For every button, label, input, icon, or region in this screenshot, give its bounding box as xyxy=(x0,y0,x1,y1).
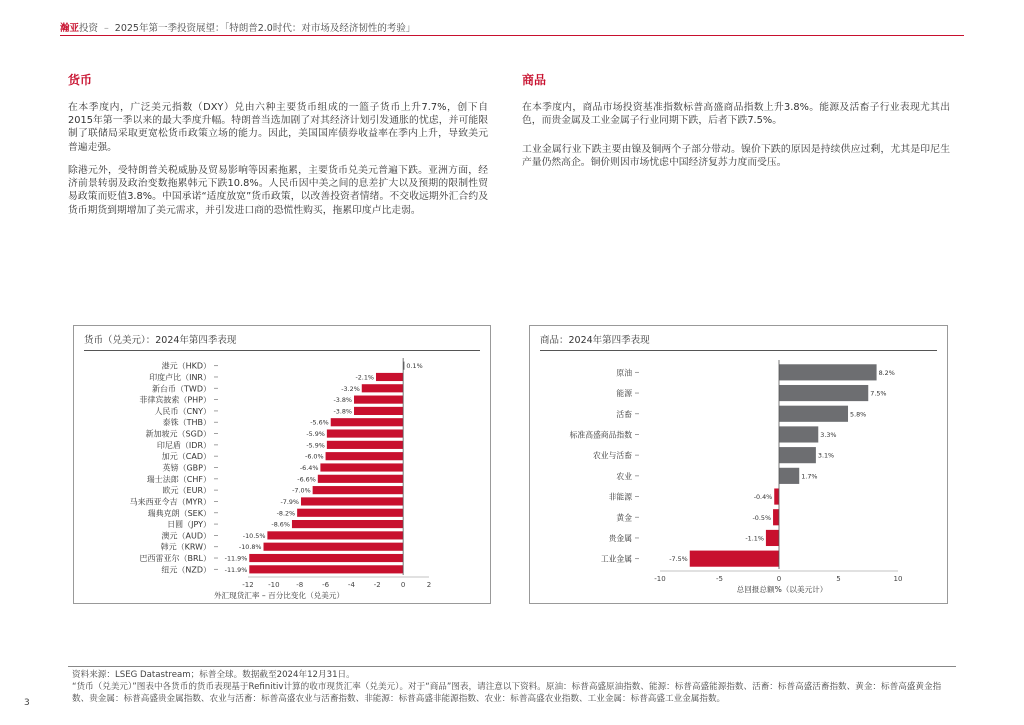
category-label: 贵金属 xyxy=(608,533,632,543)
category-label: 巴西雷亚尔（BRL） xyxy=(139,554,211,564)
data-label: -5.9% xyxy=(306,430,325,439)
category-label: 活畜 xyxy=(616,409,632,419)
bar-1-2 xyxy=(779,406,848,422)
header-title: 2025年第一季投资展望：「特朗普2.0时代：对市场及经济韧性的考验」 xyxy=(114,23,416,34)
footer-divider xyxy=(68,666,956,667)
x-tick-label: -6 xyxy=(322,581,330,589)
category-label: 英镑（GBP） xyxy=(162,463,211,473)
bar-0-15 xyxy=(267,531,403,539)
x-tick-label: -5 xyxy=(716,575,723,583)
commodities-paragraph-2: 工业金属行业下跌主要由镍及铜两个子部分带动。镍价下跌的原因是持续供应过剩，尤其是印尼生产量仍然高企。铜价则因市场忧虑中国经济复苏力度而受压。 xyxy=(522,144,950,169)
data-label: -0.4% xyxy=(753,493,773,502)
data-label: 0.1% xyxy=(406,362,423,371)
data-label: -11.9% xyxy=(224,565,248,574)
x-tick-label: -4 xyxy=(347,581,355,589)
data-label: -7.9% xyxy=(280,497,300,506)
data-label: -6.0% xyxy=(305,452,324,461)
data-label: 3.3% xyxy=(820,430,837,439)
category-label: 瑞士法郎（CHF） xyxy=(146,474,211,484)
commodities-chart xyxy=(530,326,949,605)
bar-0-14 xyxy=(292,520,403,528)
currency-chart xyxy=(74,326,492,605)
data-label: -11.9% xyxy=(224,554,248,563)
source-line: 资料来源：LSEG Datastream；标普全球。数据截至2024年12月31日。 xyxy=(72,670,355,680)
footnote-line: “货币（兑美元）”图表中各货币的货币表现基于Refinitiv计算的收市现货汇率（兑美元）。对于“商品”图表，请注意以下资料。原油：标普高盛原油指数、能源：标普高盛能源指数、活畜：标普高盛活畜指数、黄金：标普高盛黄金指数、贵金属：标普高盛贵金属指数、农业与活畜：标普高盛农业与活畜指数、非能源：标普高盛非能源指数、农业：标普高盛农业指数、工业金属：标普高盛工业金属指数。 xyxy=(72,681,942,704)
bar-1-3 xyxy=(779,426,818,442)
data-label: -5.9% xyxy=(306,441,325,450)
page-number: 3 xyxy=(24,698,30,708)
category-label: 原油 xyxy=(616,368,632,378)
x-tick-label: 5 xyxy=(836,575,841,583)
bar-0-4 xyxy=(354,407,403,415)
category-label: 马来西亚令吉（MYR） xyxy=(129,497,211,507)
x-tick-label: -10 xyxy=(268,581,280,589)
x-tick-label: -2 xyxy=(373,581,381,589)
bar-0-17 xyxy=(249,554,403,562)
data-label: -8.2% xyxy=(276,509,296,518)
currency-paragraph-2: 除港元外，受特朗普关税威胁及贸易影响等因素拖累，主要货币兑美元普遍下跌。亚洲方面，经济前景转弱及政治变数拖累韩元下跌10.8%。人民币因中美之间的息差扩大以及预期的限制性贸易政策而贬值3.8%。中国承诺“适度放宽”货币政策，以改善投资者情绪。不交收远期外汇合约及货币期货到期增加了美元需求，并引发进口商的恐慌性购买，拖累印度卢比走弱。 xyxy=(68,165,488,216)
category-label: 工业金属 xyxy=(600,554,632,564)
bar-0-12 xyxy=(301,497,403,505)
bar-1-1 xyxy=(779,385,868,401)
x-tick-label: 10 xyxy=(893,575,903,583)
data-label: -6.4% xyxy=(299,464,319,472)
category-label: 纽元（NZD） xyxy=(161,565,211,575)
page-header xyxy=(60,20,964,40)
category-label: 印度卢比（INR） xyxy=(149,372,211,382)
category-label: 印尼盾（IDR） xyxy=(156,440,211,450)
category-label: 澳元（AUD） xyxy=(161,531,211,541)
section-title-commodities: 商品 xyxy=(522,73,547,87)
bar-0-7 xyxy=(327,441,403,449)
bar-0-1 xyxy=(376,373,403,381)
bar-0-13 xyxy=(297,509,403,517)
category-label: 人民币（CNY） xyxy=(154,406,211,416)
data-label: 7.5% xyxy=(870,389,887,398)
bar-1-6 xyxy=(774,488,779,504)
x-tick-label: 2 xyxy=(426,581,432,589)
data-label: -3.2% xyxy=(341,384,360,393)
data-label: -7.0% xyxy=(292,486,311,495)
category-label: 韩元（KRW） xyxy=(160,542,211,552)
x-axis-label: 外汇现货汇率 – 百分比变化（兑美元） xyxy=(213,591,345,600)
commodities-paragraph-1: 在本季度内，商品市场投资基准指数标普高盛商品指数上升3.8%。能源及活畜子行业表现尤其出色，而贵金属及工业金属子行业同期下跌，后者下跌7.5%。 xyxy=(522,102,950,127)
bar-1-0 xyxy=(779,364,877,380)
data-label: -5.6% xyxy=(310,418,329,427)
data-label: -2.1% xyxy=(355,373,374,382)
category-label: 非能源 xyxy=(608,492,632,502)
source-footnote xyxy=(72,670,956,705)
data-label: 8.2% xyxy=(878,368,895,377)
x-tick-label: -12 xyxy=(242,581,254,589)
bar-0-11 xyxy=(313,486,404,494)
category-label: 农业与活畜 xyxy=(593,451,632,461)
bar-0-16 xyxy=(264,543,404,551)
bar-0-5 xyxy=(331,418,403,426)
category-label: 能源 xyxy=(616,389,632,399)
data-label: 3.1% xyxy=(817,451,835,460)
data-label: -10.8% xyxy=(238,543,262,552)
bar-0-6 xyxy=(327,429,403,437)
category-label: 欧元（EUR） xyxy=(162,486,211,496)
category-label: 黄金 xyxy=(616,513,632,523)
bar-0-8 xyxy=(326,452,404,460)
data-label: -1.1% xyxy=(745,534,764,543)
bar-0-18 xyxy=(249,565,403,573)
category-label: 新加坡元（SGD） xyxy=(145,429,211,439)
category-label: 港元（HKD） xyxy=(161,361,211,371)
bar-1-8 xyxy=(766,530,779,546)
bar-0-2 xyxy=(362,384,403,392)
bar-0-10 xyxy=(318,475,403,483)
data-label: -0.5% xyxy=(752,513,772,522)
currency-chart-title: 货币（兑美元）：2024年第四季表现 xyxy=(84,335,237,346)
category-label: 菲律宾披索（PHP） xyxy=(139,395,211,405)
category-label: 农业 xyxy=(616,471,632,481)
category-label: 加元（CAD） xyxy=(161,452,211,462)
commodities-chart-panel xyxy=(529,325,948,604)
bar-1-5 xyxy=(779,468,799,484)
currency-chart-panel xyxy=(73,325,491,604)
bar-0-3 xyxy=(354,396,403,404)
x-tick-label: 0 xyxy=(776,575,782,583)
x-axis-label: 总回报总额%（以美元计） xyxy=(736,585,828,594)
bar-1-4 xyxy=(779,447,816,463)
bar-1-9 xyxy=(690,551,779,567)
bar-1-7 xyxy=(773,509,779,525)
data-label: -10.5% xyxy=(242,531,266,540)
data-label: 5.8% xyxy=(850,410,867,419)
category-label: 泰铢（THB） xyxy=(162,418,211,428)
category-label: 瑞典克朗（SEK） xyxy=(147,508,211,518)
brand-suffix: 投资 xyxy=(79,23,99,34)
brand-logo: 瀚亚 xyxy=(60,23,80,34)
data-label: -6.6% xyxy=(297,475,316,484)
commodities-chart-title: 商品：2024年第四季表现 xyxy=(540,335,650,346)
data-label: -3.8% xyxy=(333,396,353,405)
header-divider xyxy=(60,35,964,36)
x-tick-label: 0 xyxy=(400,581,406,589)
x-tick-label: -10 xyxy=(654,575,666,583)
header-separator: – xyxy=(104,23,109,34)
data-label: -7.5% xyxy=(669,555,688,564)
x-tick-label: -8 xyxy=(296,581,304,589)
category-label: 标准高盛商品指数 xyxy=(569,430,632,440)
section-title-currency: 货币 xyxy=(68,73,93,87)
data-label: -3.8% xyxy=(333,407,353,416)
bar-0-9 xyxy=(320,463,403,471)
data-label: 1.7% xyxy=(801,472,818,481)
currency-paragraph-1: 在本季度内，广泛美元指数（DXY）兑由六种主要货币组成的一篮子货币上升7.7%，创下自 2015年第一季以来的最大季度升幅。特朗普当选加剧了对其经济计划引发通胀的忧虑，并可能限制了联储局采取更宽松货币政策立场的能力。因此，美国国库债券收益率在季内上升，导致美元普遍走强。 xyxy=(68,102,488,153)
data-label: -8.6% xyxy=(271,520,290,529)
category-label: 日圆（JPY） xyxy=(167,520,211,530)
category-label: 新台币（TWD） xyxy=(152,384,211,394)
